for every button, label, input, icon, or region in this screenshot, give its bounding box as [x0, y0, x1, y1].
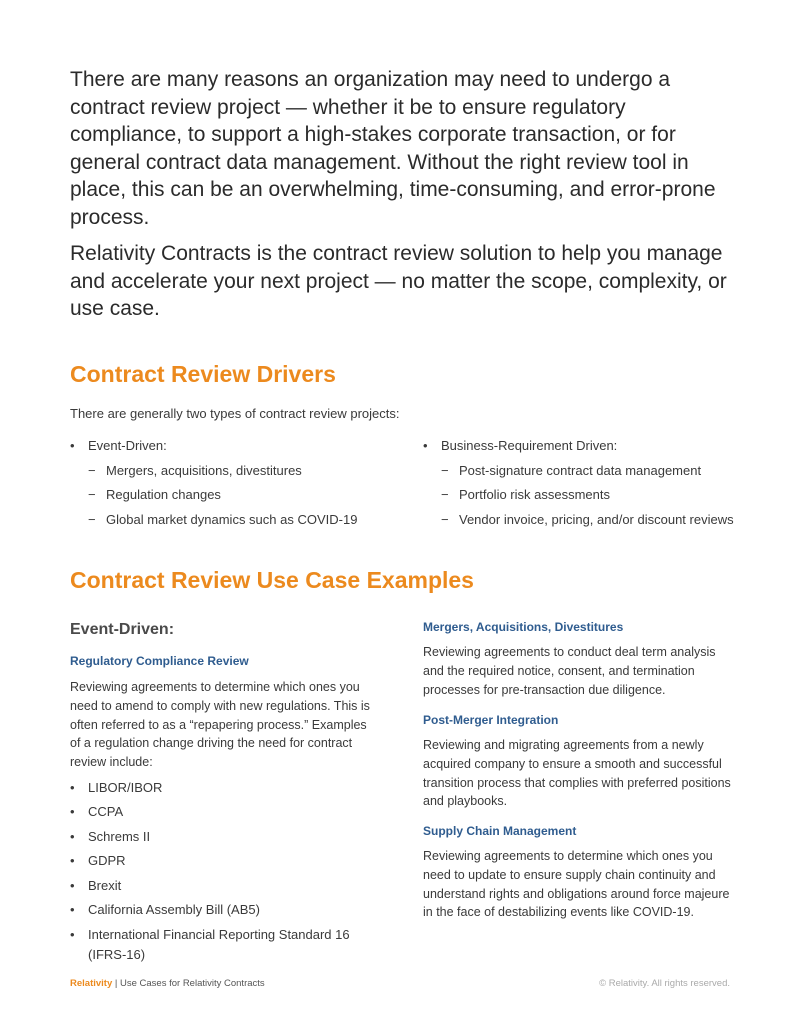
list-item: − Regulation changes: [70, 485, 400, 510]
footer-separator: |: [112, 978, 120, 989]
list-item: − Post-signature contract data management: [423, 461, 753, 486]
event-driven-subheading: Event-Driven:: [70, 621, 175, 638]
mergers-body: Reviewing agreements to conduct deal term analysis and the required notice, consent, and termination processes for pre-transaction due diligence.: [423, 645, 716, 697]
list-item: • GDPR: [70, 851, 380, 876]
supply-body: Reviewing agreements to determine which ones you need to update to ensure supply chain continuity and understand rights and obligations around force majeure in the face of destabilizing events like COVID-19.: [423, 849, 730, 920]
footer-doc-title: Use Cases for Relativity Contracts: [120, 978, 265, 989]
footer-left: [70, 978, 265, 989]
list-item: • California Assembly Bill (AB5): [70, 900, 380, 925]
list-item: • International Financial Reporting Standard 16 (IFRS-16): [70, 925, 380, 950]
supply-section: [423, 824, 733, 922]
regulatory-title: Regulatory Compliance Review: [70, 654, 249, 668]
regulation-list: [70, 778, 380, 962]
drivers-left-list: [70, 436, 400, 534]
intro-paragraph-2: Relativity Contracts is the contract review solution to help you manage and accelerate your next project — no matter the scope, complexity, or use case.: [70, 242, 727, 320]
mergers-title: Mergers, Acquisitions, Divestitures: [423, 620, 624, 634]
postmerger-section: [423, 713, 733, 811]
regulatory-body: Reviewing agreements to determine which ones you need to amend to comply with new regulations. This is often referred to as a “repapering process.” Examples of a regulation change driving the need for contract review include:: [70, 680, 370, 770]
footer-brand: Relativity: [70, 978, 113, 989]
drivers-left-label: • Event-Driven:: [70, 436, 400, 461]
drivers-right-list: [423, 436, 753, 534]
postmerger-body: Reviewing and migrating agreements from a newly acquired company to ensure a smooth and successful transition process that complies with preferred positions and playbooks.: [423, 738, 731, 809]
list-item: • CCPA: [70, 802, 380, 827]
list-item: − Portfolio risk assessments: [423, 485, 753, 510]
list-item: − Global market dynamics such as COVID-19: [70, 510, 400, 535]
list-item: − Mergers, acquisitions, divestitures: [70, 461, 400, 486]
list-item: • Schrems II: [70, 827, 380, 852]
supply-title: Supply Chain Management: [423, 824, 577, 838]
list-item: • Brexit: [70, 876, 380, 901]
intro-paragraph-1: There are many reasons an organization may need to undergo a contract review project — whether it be to ensure regulatory compliance, to support a high-stakes corporate transaction, or for general contract data management. Without the right review tool in place, this can be an overwhelming, time-consuming, and error-prone process.: [70, 68, 716, 229]
postmerger-title: Post-Merger Integration: [423, 713, 559, 727]
drivers-lead: There are generally two types of contract review projects:: [70, 406, 400, 421]
footer-copyright: © Relativity. All rights reserved.: [599, 978, 730, 989]
drivers-right-label: • Business-Requirement Driven:: [423, 436, 753, 461]
list-item: − Vendor invoice, pricing, and/or discount reviews: [423, 510, 753, 535]
intro-text: [70, 66, 730, 332]
usecases-heading: Contract Review Use Case Examples: [70, 567, 474, 593]
mergers-section: [423, 620, 733, 699]
drivers-heading: Contract Review Drivers: [70, 361, 336, 387]
list-item: • LIBOR/IBOR: [70, 778, 380, 803]
regulatory-section: [70, 654, 380, 962]
